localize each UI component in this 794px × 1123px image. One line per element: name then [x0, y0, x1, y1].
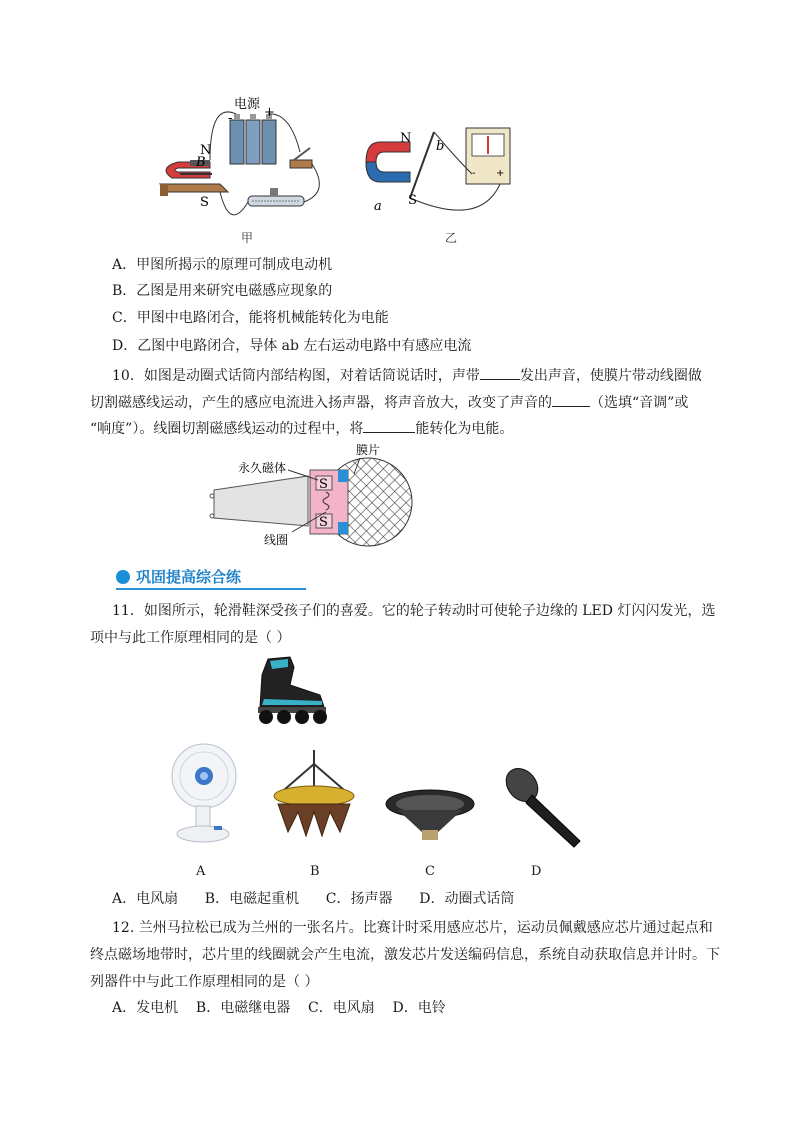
- horseshoe-magnet-icon: [160, 160, 228, 196]
- q10-text-1b: 发出声音，使膜片带动线圈做: [519, 368, 702, 384]
- q10-text-2b: （选填“音调”或: [590, 395, 689, 411]
- s-label-jia: S: [200, 195, 209, 210]
- q10-text-3a: “响度”）。线圈切割磁感线运动的过程中，将: [90, 421, 364, 437]
- q10-blank-1[interactable]: [480, 365, 520, 380]
- section-header: [116, 566, 306, 590]
- q10-text-1a: 10．如图是动圈式话筒内部结构图，对着话筒说话时，声带: [112, 368, 480, 384]
- q11-line-1: 11．如图所示，轮滑鞋深受孩子们的喜爱。它的轮子转动时可使轮子边缘的 LED 灯闪闪发光，选: [112, 603, 716, 619]
- q12-options: A．发电机 B．电磁继电器 C．电风扇 D．电铃: [112, 1000, 446, 1016]
- s-label-bottom: S: [319, 515, 328, 530]
- q9-option-d: D．乙图中电路闭合，导体 ab 左右运动电路中有感应电流: [112, 338, 472, 354]
- q12-line-2: 终点磁场地带时，芯片里的线圈就会产生电流，激发芯片发送编码信息，系统自动获取信息并计时。下: [90, 947, 720, 963]
- dynamic-microphone-icon: [500, 765, 590, 849]
- q10-blank-3[interactable]: [363, 418, 415, 433]
- electromagnetic-crane-icon: [272, 750, 356, 840]
- battery-icon: [230, 114, 276, 164]
- b-label-jia: B: [196, 155, 206, 170]
- q10-text-3b: 能转化为电能。: [415, 421, 514, 437]
- q11-options: A．电风扇 B．电磁起重机 C．扬声器 D．动圈式话筒: [112, 891, 515, 907]
- q9-option-b: B．乙图是用来研究电磁感应现象的: [112, 283, 333, 299]
- n-label-yi: N: [400, 131, 412, 146]
- figure-caption-yi: 乙: [445, 231, 458, 245]
- section-title: 巩固提高综合练: [136, 568, 242, 586]
- svg-text:-: -: [472, 168, 476, 179]
- q10-line-3: [90, 418, 513, 439]
- plus-label: +: [264, 105, 275, 120]
- q9-option-c: C．甲图中电路闭合，能将机械能转化为电能: [112, 310, 389, 326]
- n-label-jia: N: [200, 143, 212, 158]
- image-letter-a: A: [196, 864, 206, 879]
- roller-skate-icon: [250, 655, 336, 727]
- electric-fan-icon: [170, 740, 240, 844]
- q12-line-3: 列器件中与此工作原理相同的是（ ）: [90, 974, 319, 990]
- q9-option-a: A．甲图所揭示的原理可制成电动机: [112, 257, 333, 273]
- image-letter-c: C: [425, 864, 435, 879]
- bullet-icon: [116, 570, 130, 584]
- a-label-yi: a: [374, 199, 382, 214]
- microphone-structure-diagram: [208, 440, 418, 550]
- switch-icon: [290, 148, 312, 168]
- q12-line-1: 12. 兰州马拉松已成为兰州的一张名片。比赛计时采用感应芯片，运动员佩戴感应芯片通过起点和: [112, 920, 713, 936]
- q10-line-1: [112, 365, 702, 386]
- b-label-yi: b: [436, 139, 445, 154]
- s-label-top: S: [319, 477, 328, 492]
- svg-text:+: +: [496, 168, 505, 179]
- image-letter-b: B: [310, 864, 320, 879]
- conductor-ab: [410, 132, 434, 198]
- image-letter-d: D: [531, 864, 542, 879]
- magnet-label: 永久磁体: [238, 461, 287, 475]
- horseshoe-magnet-icon: [366, 142, 410, 182]
- galvanometer-icon: [466, 128, 510, 184]
- q10-blank-2[interactable]: [552, 392, 590, 407]
- figure-yi: [360, 118, 520, 228]
- q10-text-2a: 切割磁感线运动，产生的感应电流进入扬声器，将声音放大，改变了声音的: [90, 395, 552, 411]
- q10-line-2: [90, 392, 688, 413]
- speaker-icon: [384, 788, 476, 844]
- figure-jia: [150, 92, 350, 242]
- coil-label: 线圈: [264, 533, 289, 547]
- q11-line-2: 项中与此工作原理相同的是（ ）: [90, 630, 291, 646]
- figure-caption-jia: 甲: [241, 231, 254, 245]
- rheostat-icon: [248, 188, 304, 206]
- membrane-label: 膜片: [356, 443, 381, 457]
- s-label-yi: S: [408, 193, 417, 208]
- power-label: 电源: [234, 97, 261, 112]
- minus-label: -: [228, 111, 233, 126]
